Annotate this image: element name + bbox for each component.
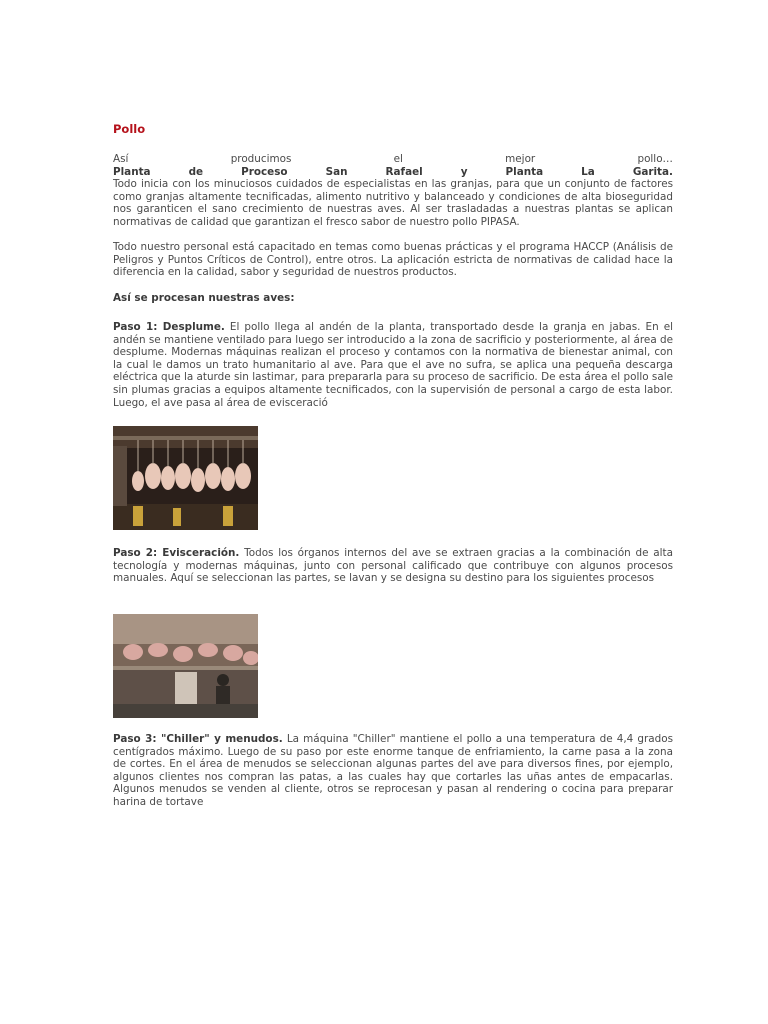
intro-word: pollo…	[637, 153, 673, 165]
plants-word: Garita.	[632, 165, 673, 178]
intro-word: Así	[113, 153, 129, 165]
intro-word: mejor	[505, 153, 536, 165]
staff-paragraph: Todo nuestro personal está capacitado en temas como buenas prácticas y el programa HACCP (Análisis de Peligros y Puntos Críticos de Control), entre otros. La aplicación estricta de normativas de calidad hace la diferencia en la calidad, sabor y seguridad de nuestros productos.	[113, 241, 673, 279]
plants-word: San	[325, 165, 348, 178]
intro-block	[113, 153, 673, 229]
plants-word: de	[188, 165, 204, 178]
plants-word: Proceso	[241, 165, 288, 178]
intro-word: el	[393, 153, 403, 165]
plants-word: Planta	[505, 165, 544, 178]
step-1	[113, 321, 673, 409]
intro-paragraph: Todo inicia con los minuciosos cuidados de especialistas en las granjas, para que un conjunto de factores como granjas altamente tecnificadas, alimento nutritivo y balanceado y condiciones de alta bioseguridad nos garanticen el sano crecimiento de nuestras aves. Al ser trasladadas a nuestras plantas se aplican normativas de calidad que garantizan el fresco sabor de nuestro pollo PIPASA.	[113, 178, 673, 228]
step-text: La máquina "Chiller" mantiene el pollo a una temperatura de 4,4 grados centígrados máximo. Luego de su paso por este enorme tanque de enfriamiento, la carne pasa a la zona de cortes. En el área de menudos se seleccionan algunas partes del ave para diversos fines, por ejemplo, algunos clientes nos compran las patas, a las cuales hay que cortarles las uñas antes de empacarlas. Algunos menudos se venden al cliente, otros se reprocesan y pasan al rendering o cocina para preparar harina de tortave	[113, 733, 673, 808]
process-heading: Así se procesan nuestras aves:	[113, 292, 295, 304]
plants-line	[113, 166, 673, 179]
evisceration-photo	[113, 614, 258, 718]
plants-word: Planta	[113, 165, 151, 178]
staff-block	[113, 241, 673, 279]
process-heading-block	[113, 292, 673, 305]
step-label: Paso 2: Evisceración.	[113, 547, 240, 559]
plants-word: Rafael	[385, 165, 423, 178]
plants-word: La	[581, 165, 595, 178]
step-paragraph	[113, 547, 673, 585]
page-title: Pollo	[113, 122, 146, 136]
step-text: El pollo llega al andén de la planta, transportado desde la granja en jabas. En el andén se mantiene ventilado para luego ser introducido a la zona de sacrificio y posteriormente, al área de desplume. Modernas máquinas realizan el proceso y contamos con la normativa de bienestar animal, con la cual le damos un trato humanitario al ave. Para que el ave no sufra, se aplica una pequeña descarga eléctrica que la aturde sin lastimar, para prepararla para su proceso de sacrificio. De esta área el pollo sale sin plumas gracias a equipos altamente tecnificados, con la supervisión de personal a cargo de esta labor. Luego, el ave pasa al área de evisceració	[113, 321, 673, 409]
step-paragraph	[113, 733, 673, 809]
step-label: Paso 3: "Chiller" y menudos.	[113, 733, 283, 745]
plucking-line-photo	[113, 426, 258, 530]
intro-word: producimos	[230, 153, 292, 165]
step-label: Paso 1: Desplume.	[113, 321, 225, 333]
intro-line	[113, 153, 673, 166]
step-3	[113, 733, 673, 809]
step-2	[113, 547, 673, 585]
step-paragraph	[113, 321, 673, 409]
step-text: Todos los órganos internos del ave se extraen gracias a la combinación de alta tecnología y modernas máquinas, junto con personal calificado que contribuye con algunos procesos manuales. Aquí se seleccionan las partes, se lavan y se designa su destino para los siguientes procesos	[113, 547, 673, 585]
plants-word: y	[460, 165, 468, 178]
